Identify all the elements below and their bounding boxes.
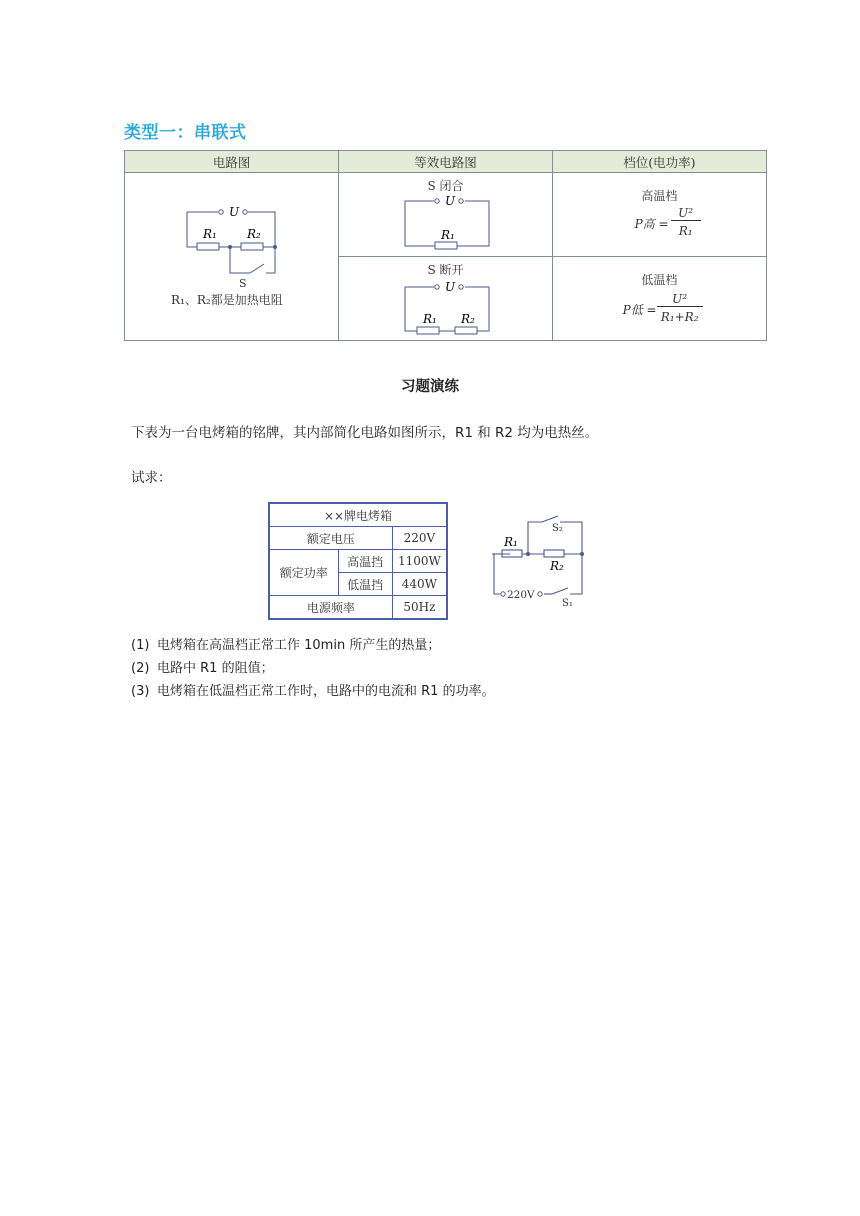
header-circuit: 电路图 xyxy=(125,151,339,173)
high-gear-cell xyxy=(552,173,766,257)
question-number: (1) xyxy=(131,638,150,653)
circuit-note: R₁、R₂都是加热电阻 xyxy=(171,292,283,307)
low-gear-label: 低温档 xyxy=(641,273,678,287)
circuit-types-table xyxy=(124,150,767,341)
question-text: 电烤箱在低温档正常工作时，电路中的电流和 R1 的功率。 xyxy=(157,684,495,699)
question-item xyxy=(131,657,495,680)
question-text: 电路中 R1 的阻值； xyxy=(157,661,274,676)
high-gear-label: 高温档 xyxy=(641,189,678,203)
low-label: 低温挡 xyxy=(338,573,392,596)
oven-label-source: 220V xyxy=(507,589,535,601)
oven-label-s1: S₁ xyxy=(562,598,573,609)
label-r1-open: R₁ xyxy=(423,312,438,326)
series-circuit-diagram xyxy=(125,174,339,340)
high-power-formula-lhs: P高 = xyxy=(634,217,669,231)
high-power-formula-den: R₁ xyxy=(678,224,693,238)
label-r2: R₂ xyxy=(247,226,261,241)
label-u-closed: U xyxy=(445,194,456,208)
question-number: (2) xyxy=(131,661,150,676)
exercise-title: 习题演练 xyxy=(401,379,459,395)
low-power-formula-den: R₁+R₂ xyxy=(660,310,699,324)
question-text: 电烤箱在高温档正常工作 10min 所产生的热量； xyxy=(157,638,441,653)
freq-label: 电源频率 xyxy=(269,596,392,620)
high-label: 高温挡 xyxy=(338,550,392,573)
rated-voltage-value: 220V xyxy=(392,527,447,550)
freq-value: 50Hz xyxy=(392,596,447,620)
label-r1-closed: R₁ xyxy=(441,228,456,242)
equivalent-circuit-closed xyxy=(339,173,552,256)
header-gear: 档位(电功率) xyxy=(552,151,766,173)
rated-voltage-label: 额定电压 xyxy=(269,527,392,550)
rated-power-label: 额定功率 xyxy=(269,550,338,596)
oven-label-r2: R₂ xyxy=(550,559,564,573)
low-value: 440W xyxy=(392,573,447,596)
label-r1: R₁ xyxy=(203,226,217,241)
label-u-open: U xyxy=(445,280,456,294)
header-equivalent: 等效电路图 xyxy=(339,151,552,173)
high-power-formula-num: U² xyxy=(671,206,701,221)
low-power-formula-lhs: P低 = xyxy=(622,303,657,317)
question-item xyxy=(131,680,495,703)
high-value: 1100W xyxy=(392,550,447,573)
circuit-diagram-cell xyxy=(125,173,339,341)
oven-label-s2: S₂ xyxy=(552,523,563,534)
oven-label-r1: R₁ xyxy=(504,535,518,549)
label-s: S xyxy=(239,276,247,290)
oven-circuit-diagram xyxy=(486,510,596,609)
label-r2-open: R₂ xyxy=(461,312,476,326)
open-circuit-cell xyxy=(339,257,552,341)
closed-circuit-cell xyxy=(339,173,552,257)
ask-text: 试求： xyxy=(131,470,172,486)
question-item xyxy=(131,634,495,657)
switch-closed-label: S 闭合 xyxy=(427,179,464,193)
low-power-formula-num: U² xyxy=(657,292,703,307)
label-u: U xyxy=(229,204,240,219)
question-number: (3) xyxy=(131,684,150,699)
low-gear-cell xyxy=(552,257,766,341)
switch-open-label: S 断开 xyxy=(427,263,464,277)
equivalent-circuit-open xyxy=(339,257,552,340)
nameplate-title: ××牌电烤箱 xyxy=(269,503,447,527)
section-title: 类型一：串联式 xyxy=(124,123,247,143)
intro-text: 下表为一台电烤箱的铭牌，其内部简化电路如图所示，R1 和 R2 均为电热丝。 xyxy=(131,425,599,441)
nameplate-table xyxy=(268,502,448,620)
question-list xyxy=(131,634,495,703)
